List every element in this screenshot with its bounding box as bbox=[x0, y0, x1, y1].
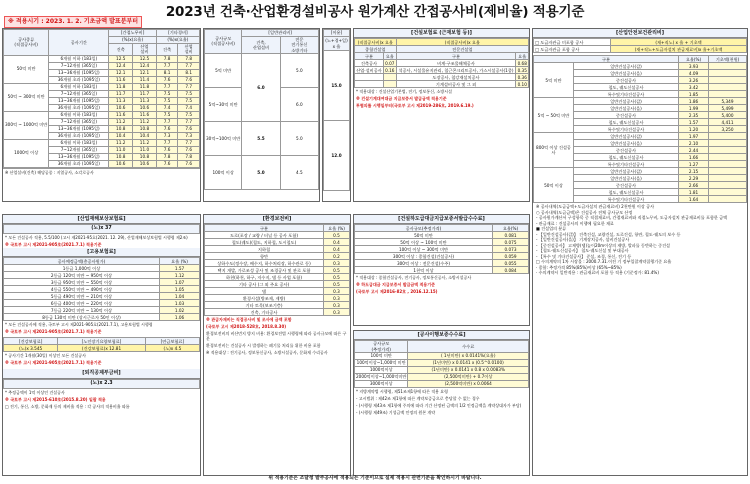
industrial-header: [산업재해보상보험료] bbox=[3, 215, 200, 224]
environment-panel: [환경보전비] 구분 요율 (%) 도로(포장 / 교량 / 터널 등 공사 포함) 0.5 철도(궤도)(철도, 지하철, 도시철도) 0.4 지하철 0.4 항만 0.2 상하수도(정수장, 배수지, 하수처리장, 하수관로 등) 0.3 택지 개발, 가로조성 공사 및 조경공사 및 관로 포함 0.5 하천(하천, 하구, 저수지, 댐 등 사업 포함) 0.5 기타 공사 (그 외 주요 공사) 0.5 댐 0.3 환경시설(방조제, 제방) 0.3 기타 토목(보조기층) 0.3 건축, 기타공사 0.3 ※ 관급자재비는 직접공사비 및 조사에 금액 포함 (국토부 고시 제2018-528호, 2018.8.30) 환경보전비의 비산먼지 방지 비용: 환경보전법 시행령에 따라 공사규모에 따른 구분 환경보전비는 건설공사 시 발생하는 폐기물 처리를 위한 비용 포함 ※ 적용대상 : 전기공사, 정보통신공사, 소방시설공사, 문화재 수리공사 bbox=[203, 214, 351, 476]
labor-body bbox=[4, 55, 200, 167]
env-header: [환경보전비] bbox=[204, 215, 350, 224]
table-row: 100억 미만 ( 1년미만) x 0.0141%(요율) bbox=[355, 352, 529, 359]
table-row: 철도(궤도)(철도, 지하철, 도시철도) 0.4 bbox=[205, 239, 350, 246]
table-row: 중건설공사 2.44 bbox=[534, 147, 747, 154]
labor-row: 7~12개월 (365일) 11.0 11.0 7.6 7.6 bbox=[4, 146, 200, 153]
table-row: 5억 ~ 50억 미만 일반건설공사(갑) 1.86 5,349 bbox=[534, 98, 747, 105]
table-row: 일반건설공사(을) 4.09 bbox=[534, 70, 747, 77]
table-row: 1천억 이상 0.084 bbox=[355, 267, 529, 274]
table-row: 특수및기타건설공사 1.85 bbox=[534, 91, 747, 98]
table-row: 산업·설비공사 0.16 석공사, 시설물유지관리, 철근콘크리트공사, 가스시설공사(1종) 0.35 bbox=[356, 67, 527, 73]
table-row: 일반건설공사(을) 1.99 5,499 bbox=[534, 105, 747, 112]
indirect-labor-panel bbox=[2, 28, 201, 202]
table-row: 하천(하천, 하구, 저수지, 댐 등 사업 포함) 0.5 bbox=[205, 274, 350, 281]
labor-row: 50억 미만 6개월 이하 (183일) 12.5 12.5 7.8 7.8 bbox=[4, 55, 200, 62]
labor-row: 13~36개월 (1095일) 11.3 11.3 7.5 7.5 bbox=[4, 97, 200, 104]
table-row: 100억 이상 ~ 300억 미만 0.073 bbox=[355, 246, 529, 253]
note-item: - 【특수 및 기타건설공사】 준설, 조경, 통신, 전기 등 bbox=[536, 253, 632, 259]
labor-header: [간접노무비] bbox=[109, 30, 156, 37]
table-row: 건축공사 0.07 비계·구조물해체공사 0.68 bbox=[355, 60, 529, 67]
general-admin-panel: 공사규모 (직접공사비) [일반관리비] 건축, 산업설비 전문 전기통신 소방기타 5억 미만 6.0 5.0 5억~30억 미만 6.0 30억~100억 미만 5.5 5.0 100억 이상 5.0 4.5 bbox=[203, 28, 320, 202]
labor-row: 7~12개월 (365일) 11.7 11.7 7.5 7.5 bbox=[4, 90, 200, 97]
table-row: 철도, 궤도신설공사 1.57 4,411 bbox=[534, 119, 747, 126]
table-row: 항만 0.2 bbox=[205, 253, 350, 260]
table-row: 300억 이상 : 종합건설(건설공사) 0.059 bbox=[355, 253, 529, 260]
labor-row: 7~12개월 (365일) 11.2 11.2 7.7 7.7 bbox=[4, 118, 200, 125]
note-item: - 【일반건설공사(갑)】 건축건설, 교량건설, 도로건설, 항만, 철도·궤도의 보수 등 bbox=[536, 231, 681, 237]
table-row: 50억 이상 일반건설공사(갑) 2.15 bbox=[534, 168, 747, 175]
misc-header: [기타경비] bbox=[156, 30, 199, 37]
labor-row: 50억 ~ 300억 미만 6개월 이하 (183일) 11.8 11.8 7.7 7.7 bbox=[4, 83, 200, 90]
table-row: 4등급 550억 미만 ~ 490억 이상 1.05 bbox=[4, 286, 200, 293]
table-row: 특수및기타건설공사 1.20 3,250 bbox=[534, 126, 747, 133]
table-row: 1등급 1,000억 이상 1.57 bbox=[4, 265, 200, 272]
col-type: 공사종류 (직접공사비) bbox=[4, 30, 49, 56]
table-row: 5억 미만 일반건설공사(갑) 3.93 bbox=[534, 63, 747, 70]
table-row: 중건설공사 2.66 bbox=[534, 182, 747, 189]
table-row: 100억이상~1,000억 미만 (1년미만) x 0.0141 x (0.5^0.0100) bbox=[355, 359, 529, 366]
note-item: · 수의계약시 일반적용 : 관급재료비 포함 등 적용 (기준정가: 81.4%) bbox=[536, 270, 659, 276]
table-row: 특수및기타건설공사 1.27 bbox=[534, 161, 747, 168]
labor-row: 300억 ~ 1000억 미만 6개월 이하 (183일) 11.6 11.6 7.5 7.5 bbox=[4, 111, 200, 118]
industrial-insurance-panel: [산업재해보상보험료] (노)x 37 * 모든 건설공사 적용, 5.5/100 (고시 제2021-95호(2021. 12. 29), 산업재해보상보험법 시행령 제2조) ※ 국토부 고시 제2021-905호(2021.7.1) 적용기준 [고용보험료] 공사예정금액(총공사원가) 요율 (%) 1등급 1,000억 이상 1.57 2등급 120억 미만 ~ 950억 이상 1.12 3등급 950억 미만 ~ 550억 이상 1.07 4등급 550억 미만 ~ 490억 이상 1.05 5등급 490억 미만 ~ 210억 이상 1.04 6등급 400억 미만 ~ 220억 이상 1.03 7등급 220억 미만 ~ 130억 이상 1.02 8등급 130억 미만 (상시근로자 50인 이상) 1.06 * 모든 건설공사에 적용, 국토부 고시 제2021-905호(2021.7.1), 고용보험법 시행령 ※ 국토부 고시 제2021-905호(2021.7.1) 적용기준 [건강보험료] [노인장기요양보험료] [연금보험료] (노)x 3.545 (건강보험료)x 12.81 (노)x 4.5 * 공사기간 1개월(30일) 이상인 모든 건설공사 ※ 국토부 고시 제2021-905호(2021.7.1) 적용기준 [퇴직공제부금비] (노)x 2.3 * 추정금액이 1억 이상인 건설공사 ※ 국토부 고시 제2015-610호(2015.8.20) 일괄 적용 □ 전기, 통신, 소방, 문화재 등의 제비율 적용 : 각 공사의 적용비율 따름 bbox=[2, 214, 201, 476]
labor-row: 7~12개월 (365일) 12.4 12.4 7.7 7.7 bbox=[4, 62, 200, 69]
table-row: 7등급 220억 미만 ~ 130억 이상 1.02 bbox=[4, 307, 200, 314]
general-header: [일반관리비] bbox=[242, 30, 319, 37]
table-row: 철도, 궤도신설공사 1.66 bbox=[534, 154, 747, 161]
table-row: 1000억이상 (1년미만) x 0.0141 x 0.8 x 0.0083% bbox=[355, 366, 529, 373]
retire-header: [퇴직공제부금비] bbox=[3, 369, 200, 378]
note-item: - 관급재료 : 건설공사의 이행에 필요한 재료 bbox=[536, 220, 614, 226]
labor-row: 36개월 초과 (1095일) 10.6 10.6 7.6 7.6 bbox=[4, 160, 200, 167]
labor-row: 36개월 초과 (1095일) 10.4 10.4 7.3 7.3 bbox=[4, 132, 200, 139]
note-item: ※ 공사내역(도급금액+도급자설치 관급재료비) 2천만원 이상 공사 bbox=[536, 204, 655, 210]
labor-row: 13~36개월 (1095일) 12.1 12.1 8.1 8.1 bbox=[4, 69, 200, 76]
table-row: 중건설공사 2.35 5,400 bbox=[534, 112, 747, 119]
table-row: 기타 토목(보조기층) 0.3 bbox=[205, 302, 350, 309]
profit-panel: [이윤] (노+경+일) x 율 15.0 12.0 bbox=[322, 28, 351, 202]
table-row: 택지 개발, 가로조성 공사 및 조경공사 및 관로 포함 0.5 bbox=[205, 267, 350, 274]
table-row: 기계설비공사 및 그 외 0.10 bbox=[355, 81, 529, 88]
table-row: 6등급 400억 미만 ~ 220억 이상 1.03 bbox=[4, 300, 200, 307]
note-item: ○ 공사내역(도급금액)은 건설공사 전체 공사규모 산정 bbox=[536, 209, 633, 215]
note-item: □ 수의계약의 1차 시장물 : 2000.7.31.이전 기 정부입찰계약집행기준 요율 bbox=[536, 259, 672, 265]
table-row: 50억 미만 0.081 bbox=[355, 232, 529, 239]
table-row: 댐 0.3 bbox=[205, 288, 350, 295]
table-row: 도로(포장 / 교량 / 터널 등 공사 포함) 0.5 bbox=[205, 232, 350, 239]
effective-date-notice: ※ 적용시기 : 2023. 1. 2. 기초금액 발표분부터 bbox=[4, 16, 142, 28]
table-row: 도장공사, 철강재설치공사 0.36 bbox=[355, 74, 529, 81]
note-item: - 【철도·궤도신설공사】 철도·궤도신설 및 부대공사 bbox=[536, 248, 629, 254]
note-item: - 【일반건설공사(을)】 기계장치공사, 설비건설공사 bbox=[536, 237, 630, 243]
indirect-labor-table: 공사종류 (직접공사비) 공사기간 [간접노무비] [기타경비] (%)x(요율) (%)x(요율) 건축 산업 설비 건축 산업 설비 50억 미만 6개월 이하 (183일) 12.5 12.5 7.8 7.8 7~12개월 (365일) 12.4 12.4 7.7 7.7 13~36개월 (1095일) 12.1 12.1 8.1 8.1 36개월 초과 (1095일) 11.6 11.4 7.6 7.6 50억 ~ 300억 미만 6개월 이하 (183일) 11.8 11.8 7.7 7.7 7~12개월 (365일) 11.7 11.7 7.5 7.5 13~36개월 (1095일) 11.3 11.3 7.5 7.5 36개월 초과 (1095일) 10.6 10.6 7.4 7.4 300억 ~ 1000억 미만 6개월 이하 (183일) 11.6 11.6 7.5 7.5 7~12개월 (365일) 11.2 11.2 7.7 7.7 13~36개월 (1095일) 10.8 10.8 7.6 7.6 36개월 초과 (1095일) 10.4 10.4 7.3 7.3 1000억 이상 6개월 이하 (183일) 11.2 11.2 7.7 7.7 7~12개월 (365일) 11.0 11.0 7.6 7.6 13~36개월 (1095일) 10.8 10.8 7.8 7.8 36개월 초과 (1095일) 10.6 10.6 7.6 7.6 bbox=[3, 29, 200, 168]
safety-health-panel: [산업안전보건관리비] □ 도급자관급 미포함 공사 (재+직노) x 율 + 기초액 □ 도급자관급 포함 공사 (재+직노+도급자설치 관급재료비)x 율+기초액 구분 요율(%) 기초액(천원) 5억 미만 일반건설공사(갑) 3.93 일반건설공사(을) 4.09 중건설공사 3.26 철도, 궤도신설공사 3.42 특수및기타건설공사 1.85 5억 ~ 50억 미만 일반건설공사(갑) 1.86 5,349 일반건설공사(을) 1.99 5,499 중건설공사 2.35 5,400 철도, 궤도신설공사 1.57 4,411 특수및기타건설공사 1.20 3,250 800억 이상 건설공사 일반건설공사(갑) 1.97 일반건설공사(을) 2.10 중건설공사 2.44 철도, 궤도신설공사 1.66 특수및기타건설공사 1.27 50억 이상 일반건설공사(갑) 2.15 일반건설공사(을) 2.29 중건설공사 2.66 철도, 궤도신설공사 1.81 특수및기타건설공사 1.64 ※ 공사내역(도급금액+도급자설치 관급재료비) 2천만원 이상 공사 ○ 공사내역(도급금액)은 건설공사 전체 공사규모 산정 - 공사원가계산서 구성항목 중 직접재료비, 간접재료비와 직접노무비, 도급자설치 관급재료비를 포함한 금액 - 관급재료 : 건설공사의 이행에 필요한 재료 ■ 건설업의 분류 - 【일반건설공사(갑)】 건축건설, 교량건설, 도로건설, 항만, 철도·궤도의 보수 등 - 【일반건설공사(을)】 기계장치공사, 설비건설공사 - 【중건설공사】 고제방(댐)높이20m이상의 제방, 발파를 동반하는 중건설 - 【철도·궤도신설공사】 철도·궤도신설 및 부대공사 - 【특수 및 기타건설공사】 준설, 조경, 통신, 전기 등 □ 수의계약의 1차 시장물 : 2000.7.31.이전 기 정부입찰계약집행기준 요율 · 종합: 추정가격 85%(85%)이상 (65%~85%) · 수의계약시 일반적용 : 관급재료비 포함 등 적용 (기준정가: 81.4%) bbox=[532, 28, 748, 476]
ins-header: [건설보험료 (근재보험 등)] bbox=[354, 29, 529, 38]
table-row: 건축, 기타공사 0.3 bbox=[205, 309, 350, 316]
footer-note: 위 적용기준은 조달청 발주공사에 적용되는 기준이므로 실제 적용시 관련기준을 확인하시기 바랍니다. bbox=[268, 476, 482, 481]
quality-header: [공사이행보증수수료] bbox=[354, 331, 529, 340]
table-row: 8등급 130억 미만 (상시근로자 50인 이상) 1.06 bbox=[4, 314, 200, 321]
table-row: 800억 이상 건설공사 일반건설공사(갑) 1.97 bbox=[534, 133, 747, 140]
construction-insurance-panel: [건설보험료 (근재보험 등)] (직접공사비)x 요율 (직접공사비)x 요율 종합건설업 전문건설업 구분 요율 구분 요율 건축공사 0.07 비계·구조물해체공사 0.68 산업·설비공사 0.16 석공사, 시설물유지관리, 철근콘크리트공사, 가스시설공사(1종) 0.35 도장공사, 철강재설치공사 0.36 기계설비공사 및 그 외 0.10 * 적용대상 : 건설산업기본법, 전기, 정보통신, 소방시설 ※ 건설기계대여대금 지급보증서 발급금액 적용기준 투협의를 시행일부터(국토부 고시 제2019-286호, 2019.6.19.) bbox=[353, 28, 530, 202]
table-row: 상하수도(정수장, 배수지, 하수처리장, 하수관로 등) 0.3 bbox=[205, 260, 350, 267]
labor-row: 1000억 이상 6개월 이하 (183일) 11.2 11.2 7.7 7.7 bbox=[4, 139, 200, 146]
table-row: 300억 이상 : 전문건설(수주) 0.055 bbox=[355, 260, 529, 267]
labor-row: 13~36개월 (1095일) 10.8 10.8 7.8 7.8 bbox=[4, 153, 200, 160]
table-row: 2등급 120억 미만 ~ 950억 이상 1.12 bbox=[4, 272, 200, 279]
labor-row: 36개월 초과 (1095일) 10.6 10.6 7.4 7.4 bbox=[4, 104, 200, 111]
performance-guarantee-panel: [공사이행보증수수료] 공사규모 (추정가격) 수수료 100억 미만 ( 1년미만) x 0.0141%(요율) 100억이상~1,000억 미만 (1년미만) x 0.0141 x (0.5^0.0100) 1000억이상 (1년미만) x 0.0141 x 0.8 x 0.0083% 2000억이상~1,000억미만 (2,500억미만) + 0.7이상 3000억이상 (2,500억미만) x 0.0064 * 지방계약법 시행령, 제51조제1항에 따른 적용 요령 - 고시범위 : 제42조 제1항에 따른 계약보증금으로 충당할 수 없는 경우 - (시행령 제43조 제1항에 주의에 따라 기간 산정된 금액의 1/2 인정금액을 계약상대자가 부담) - (시행령 제49조) 기성금액 인정의 원본 개약 bbox=[353, 330, 530, 476]
note-item: ■ 건설업의 분류 bbox=[536, 226, 567, 232]
safe2-header: [산업안전보건관리비] bbox=[533, 29, 747, 38]
table-row: 철도, 궤도신설공사 3.42 bbox=[534, 84, 747, 91]
table-row: 일반건설공사(을) 2.29 bbox=[534, 175, 747, 182]
table-row: 5등급 490억 미만 ~ 210억 이상 1.04 bbox=[4, 293, 200, 300]
safety-notes bbox=[533, 203, 747, 277]
note-item: · 종합: 추정가격 85%(85%)이상 (65%~85%) bbox=[536, 264, 622, 270]
labor-row: 36개월 초과 (1095일) 11.6 11.4 7.6 7.6 bbox=[4, 76, 200, 83]
note-item: - 공사원가계산서 구성항목 중 직접재료비, 간접재료비와 직접노무비, 도급자설치 관급재료비를 포함한 금액 bbox=[536, 215, 728, 221]
table-row: 50억 이상 ~ 100억 미만 0.075 bbox=[355, 239, 529, 246]
labor-row: 13~36개월 (1095일) 10.8 10.8 7.6 7.6 bbox=[4, 125, 200, 132]
table-row: 중건설공사 3.26 bbox=[534, 77, 747, 84]
employment-header: [고용보험료] bbox=[3, 248, 200, 257]
subcontract-guarantee-panel: [건설하도급대금지급보증서발급수수료] 공사규모(추정가격) 요율(%) 50억 미만 0.081 50억 이상 ~ 100억 미만 0.075 100억 이상 ~ 300억 미만 0.073 300억 이상 : 종합건설(건설공사) 0.059 300억 이상 : 전문건설(수주) 0.055 1천억 이상 0.084 * 적용대상 : 종합건설공사, 전기공사, 정보통신공사, 소방시설공사 ※ 하도급대금 지급보증서 발급금액 적용기준 (국토부 고시 제2016-82호 , 2016.12.15) bbox=[353, 214, 530, 326]
table-row: 2000억이상~1,000억미만 (2,500억미만) + 0.7이상 bbox=[355, 373, 529, 380]
safety-header: [건설하도급대금지급보증서발급수수료] bbox=[354, 215, 529, 224]
table-row: 일반건설공사(을) 2.10 bbox=[534, 140, 747, 147]
profit-header: [이윤] bbox=[324, 30, 350, 37]
table-row: 지하철 0.4 bbox=[205, 246, 350, 253]
table-row: 특수및기타건설공사 1.64 bbox=[534, 196, 747, 203]
col-period: 공사기간 bbox=[49, 30, 109, 56]
table-row: 환경시설(방조제, 제방) 0.3 bbox=[205, 295, 350, 302]
table-row: 3000억이상 (2,500억미만) x 0.0064 bbox=[355, 380, 529, 387]
page-title: 2023년 건축·산업환경설비공사 원가계산 간접공사비(제비율) 적용기준 bbox=[165, 4, 585, 20]
table-row: 기타 공사 (그 외 주요 공사) 0.5 bbox=[205, 281, 350, 288]
table-row: 철도, 궤도신설공사 1.81 bbox=[534, 189, 747, 196]
industrial-formula: (노)x 37 bbox=[3, 224, 200, 234]
labor-note: ※ 산업설비(건축) 해당공종 : 지열공사, 소각로공사 bbox=[3, 168, 200, 176]
table-row: 3등급 950억 미만 ~ 550억 이상 1.07 bbox=[4, 279, 200, 286]
note-item: - 【중건설공사】 고제방(댐)높이20m이상의 제방, 발파를 동반하는 중건설 bbox=[536, 242, 670, 248]
